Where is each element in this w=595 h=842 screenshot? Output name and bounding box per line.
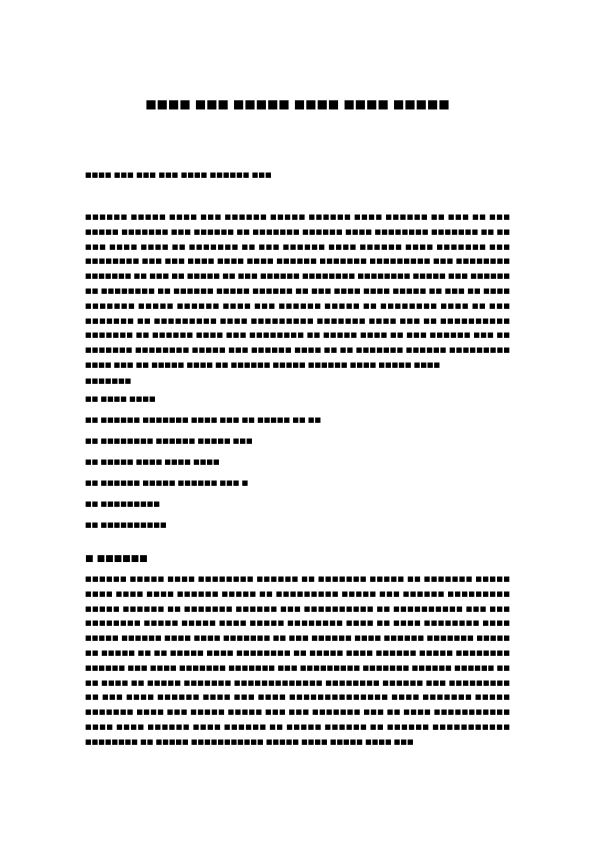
toc-item: ■■ ■■■■■■■■■■ — [85, 521, 167, 529]
document-subtitle: ■■■■ ■■■ ■■■ ■■■ ■■■■ ■■■■■■ ■■■ — [85, 171, 272, 179]
toc-item: ■■ ■■■■■■■■■ — [85, 500, 160, 508]
table-of-contents — [85, 394, 321, 541]
toc-item: ■■ ■■■■■ ■■■■ ■■■■ ■■■■ — [85, 458, 220, 466]
intro-paragraph: ■■■■■■ ■■■■■ ■■■■ ■■■ ■■■■■■ ■■■■■ ■■■■■■ ■■■■ ■■■■■■ ■■ ■■■ ■■ ■■■ ■■■■■ ■■■■■■■ ■■■ ■■■■■■ ■■ ■■■■■■■ ■■■■■■ ■■■■ ■■■■■■■■ ■■■■■■■ ■■ ■■ ■■■ ■■■■ ■■■■ ■■ ■■■■■■■ ■■ ■■■ ■■■■■■ ■■■■ ■■■■■■ ■■■■ ■■■■■■■ ■■■ ■■■■■■■■ ■■■ ■■■ ■■■■ ■■■■ ■■■■ ■■■■■■ ■■■■■■■ ■■■■■■■■■ ■■■ ■■■■■■■■ ■■■■■■■ ■■ ■■■ ■■ ■■■■■ ■■ ■■■ ■■■■■■ ■■■■■■■■ ■■■■■■■■ ■■■■■ ■■■ ■■■■■■ ■■ ■■■■■■■■ ■■ ■■■■■■ ■■■■■ ■■■■■■ ■■ ■■■ ■■■■ ■■■■ ■■■■■ ■■ ■■■ ■■ ■■■■ ■■■■■■■ ■■■■■ ■■■■■■ ■■■■ ■■■ ■■■■■■ ■■■■■ ■■ ■■■■■■■■ ■■■■ ■■ ■■■ ■■■■■■■ ■■ ■■■■■■■■■ ■■■■ ■■■■■■■■■ ■■■■■■■ ■■■■ ■■■ ■■ ■■■■■■■■■■ ■■■■■■■ ■■ ■■■■■■ ■■■■ ■■■ ■■■■■■■■ ■■ ■■■■■ ■■■■ ■■ ■■■ ■■■■■■ ■■■ ■■ ■■■■■■■ ■■■■■■■■ ■■■■■ ■■■ ■■■■■■ ■■■■ ■■ ■■ ■■■■■■■ ■■■■■■ ■■■■■■■■■ ■■■■ ■■■ ■■ ■■■■■ ■■■■ ■■ ■■■■■■ ■■■■■ ■■■■■■ ■■■■ ■■■■■ ■■■■ — [85, 213, 510, 369]
toc-item: ■■ ■■■■■■ ■■■■■■■ ■■■■ ■■■ ■■ ■■■■■ ■■ ■■ — [85, 416, 322, 424]
toc-heading: ■■■■■■■ — [85, 377, 132, 385]
section-body-paragraph: ■■■■■■ ■■■■■ ■■■■ ■■■■■■■■ ■■■■■■ ■■ ■■■■■■■ ■■■■■ ■■ ■■■■■■■ ■■■■■ ■■■■ ■■■■ ■■■■ ■■■■■■ ■■■■■ ■■ ■■■■■■■■■ ■■■■■ ■■■ ■■■■■■ ■■■■■■■■■ ■■■■■ ■■■■■■ ■■ ■■■■■■■ ■■■■■■ ■■■ ■■■■■■■■■■ ■■ ■■■■■■■■■■ ■■■ ■■■ ■■■■■■■■ ■■■■■ ■■■■■ ■■■■ ■■■■■ ■■■■■■■■ ■■■■ ■■ ■■■■ ■■■■■■■■ ■■■■ ■■■■■ ■■■■■■ ■■■■ ■■■■ ■■■■■■■ ■■ ■■■ ■■■■■■ ■■■■ ■■■■■■ ■■■■■■■ ■■■■■ ■■ ■■■■■ ■■ ■■ ■■■■■ ■■■■ ■■■■■■■■ ■■ ■■■■■ ■■■■ ■■■■■■ ■■■■■ ■■■■■■■■ ■■■■■■ ■■■ ■■■■ ■■■■■■■ ■■■■■■■ ■■■ ■■■■■■■■■ ■■■■■■■ ■■■■■■ ■■■■■■ ■■ ■■ ■■■■ ■■ ■■■■■ ■■■■■■■ ■■■■■■■■■■■■■ ■■■■■■■■ ■■■■■■ ■■■ ■■■■■■■■■ ■■ ■■■ ■■■■ ■■■■■■ ■■■■ ■■■ ■■■■ ■■■■■■■■■■■■■■ ■■■■ ■■■■■■■ ■■■■■ ■■■■■■■ ■■■■ ■■■ ■■■■■ ■■■■■ ■■■ ■■■ ■■■■■■■ ■■■ ■■ ■■■■ ■■■■■■■■■■■ ■■■■ ■■■■ ■■■■■■ ■■■■ ■■■■■■ ■■ ■■■■■ ■■■■■■ ■■ ■■■■■■ ■■■■■■■■■■■ ■■■■■■■■ ■■ ■■■■■ ■■■■■■■■■■■ ■■■■■ ■■■■ ■■■■■ ■■■■ ■■■ — [85, 575, 510, 746]
toc-item: ■■ ■■■■ ■■■■ — [85, 395, 156, 403]
toc-item: ■■ ■■■■■■■■ ■■■■■■ ■■■■■ ■■■ — [85, 437, 253, 445]
document-title: ■■■■ ■■■ ■■■■■ ■■■■ ■■■■ ■■■■■ — [145, 97, 450, 111]
toc-item: ■■ ■■■■■■ ■■■■■ ■■■■■■ ■■■ ■ — [85, 479, 249, 487]
section-heading: ■ ■■■■■■ — [85, 554, 148, 564]
